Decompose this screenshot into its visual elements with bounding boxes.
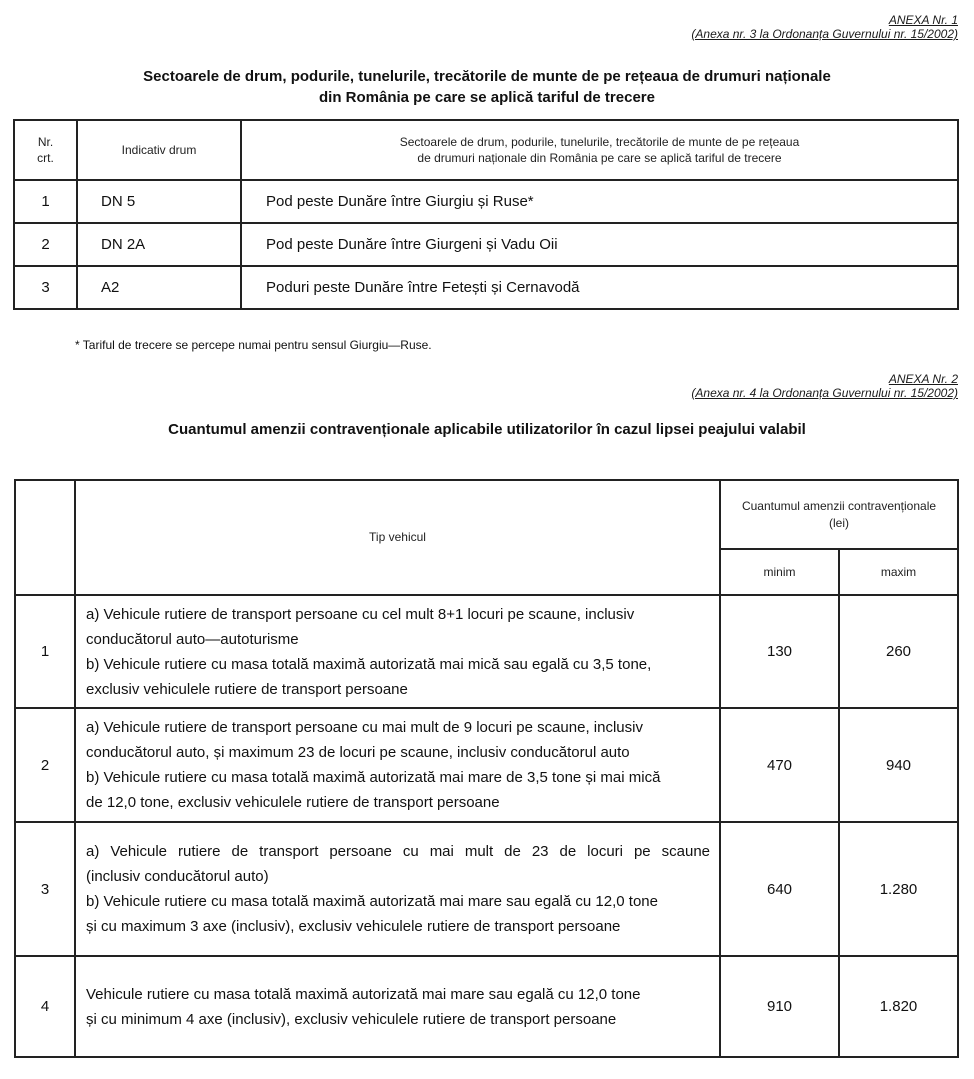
- row-min: 470: [720, 708, 839, 822]
- row-max: 260: [839, 595, 958, 708]
- row-min: 640: [720, 822, 839, 956]
- header-fine: [720, 480, 958, 549]
- row-sector: Pod peste Dunăre între Giurgiu și Ruse*: [241, 180, 958, 223]
- table-row: [15, 595, 958, 708]
- row-nr: 3: [15, 822, 75, 956]
- row-min: 910: [720, 956, 839, 1057]
- row-nr: 1: [15, 595, 75, 708]
- row-nr: 3: [14, 266, 77, 309]
- row-road: A2: [77, 266, 241, 309]
- header-fine-line1: Cuantumul amenzii contravenționale: [741, 498, 937, 513]
- annex2-table-header: [15, 480, 958, 549]
- desc-line: exclusiv vehiculele rutiere de transport persoane: [86, 680, 408, 698]
- annex1-table: [13, 119, 959, 310]
- annex1-title-line2: din România pe care se aplică tariful de trecere: [319, 89, 655, 106]
- desc-line: conducătorul auto—autoturisme: [86, 630, 299, 648]
- row-max: 1.280: [839, 822, 958, 956]
- row-vehicle-description: [75, 956, 720, 1057]
- row-min: 130: [720, 595, 839, 708]
- desc-line: a) Vehicule rutiere de transport persoane cu mai mult de 23 de locuri pe scaune: [86, 843, 710, 860]
- header-max: maxim: [839, 549, 958, 595]
- table-row: [15, 956, 958, 1057]
- row-sector: Poduri peste Dunăre între Fetești și Cernavodă: [241, 266, 958, 309]
- table-row: [14, 223, 958, 266]
- annex1-header: [691, 13, 958, 41]
- row-max: 1.820: [839, 956, 958, 1057]
- desc-line: a) Vehicule rutiere de transport persoane cu mai mult de 9 locuri pe scaune, inclusiv: [86, 719, 643, 736]
- annex2-label: ANEXA Nr. 2: [888, 372, 958, 386]
- row-nr: 2: [14, 223, 77, 266]
- row-sector: Pod peste Dunăre între Giurgeni și Vadu Oii: [241, 223, 958, 266]
- header-min: minim: [720, 549, 839, 595]
- row-max: 940: [839, 708, 958, 822]
- header-nr: [14, 120, 77, 180]
- header-nr-line2: crt.: [37, 151, 54, 165]
- header-fine-line2: (lei): [829, 515, 849, 530]
- annex1-footnote: * Tariful de trecere se percepe numai pentru sensul Giurgiu—Ruse.: [75, 338, 432, 352]
- header-nr-line1: Nr.: [37, 135, 54, 149]
- header-sector: [241, 120, 958, 180]
- annex2-title: Cuantumul amenzii contravenționale aplicabile utilizatorilor în cazul lipsei peajului valabil: [168, 421, 806, 438]
- table-row: [14, 266, 958, 309]
- annex2-header: [691, 372, 958, 400]
- row-vehicle-description: [75, 595, 720, 708]
- desc-line: b) Vehicule rutiere cu masa totală maximă autorizată mai mică sau egală cu 3,5 tone,: [86, 655, 652, 673]
- annex1-table-header: [14, 120, 958, 180]
- desc-line: Vehicule rutiere cu masa totală maximă autorizată mai mare sau egală cu 12,0 tone: [86, 985, 641, 1003]
- header-vehicle-type: Tip vehicul: [75, 480, 720, 595]
- header-nr: [15, 480, 75, 595]
- annex2-reference: (Anexa nr. 4 la Ordonanța Guvernului nr. 15/2002): [691, 386, 958, 400]
- header-sector-line1: Sectoarele de drum, podurile, tunelurile, trecătorile de munte de pe rețeaua: [399, 135, 800, 149]
- table-row: [14, 180, 958, 223]
- annex2-table: [14, 479, 959, 1058]
- desc-line: (inclusiv conducătorul auto): [86, 868, 269, 885]
- desc-line: și cu maximum 3 axe (inclusiv), exclusiv vehiculele rutiere de transport persoane: [86, 918, 621, 935]
- annex1-title: [0, 66, 974, 108]
- row-vehicle-description: [75, 708, 720, 822]
- desc-line: b) Vehicule rutiere cu masa totală maximă autorizată mai mare de 3,5 tone și mai mică: [86, 769, 661, 786]
- row-nr: 2: [15, 708, 75, 822]
- row-road: DN 2A: [77, 223, 241, 266]
- desc-line: și cu minimum 4 axe (inclusiv), exclusiv vehiculele rutiere de transport persoane: [86, 1010, 617, 1028]
- table-row: [15, 708, 958, 822]
- desc-line: de 12,0 tone, exclusiv vehiculele rutiere de transport persoane: [86, 794, 500, 811]
- row-nr: 1: [14, 180, 77, 223]
- desc-line: b) Vehicule rutiere cu masa totală maximă autorizată mai mare sau egală cu 12,0 tone: [86, 893, 658, 910]
- annex1-title-line1: Sectoarele de drum, podurile, tunelurile, trecătorile de munte de pe rețeaua de drumuri naționale: [143, 68, 831, 85]
- annex1-reference: (Anexa nr. 3 la Ordonanța Guvernului nr. 15/2002): [691, 27, 958, 41]
- row-vehicle-description: [75, 822, 720, 956]
- desc-line: a) Vehicule rutiere de transport persoane cu cel mult 8+1 locuri pe scaune, inclusiv: [86, 605, 635, 623]
- annex1-label: ANEXA Nr. 1: [888, 13, 958, 27]
- table-row: [15, 822, 958, 956]
- header-road: Indicativ drum: [77, 120, 241, 180]
- header-sector-line2: de drumuri naționale din România pe care se aplică tariful de trecere: [417, 151, 782, 165]
- row-road: DN 5: [77, 180, 241, 223]
- row-nr: 4: [15, 956, 75, 1057]
- desc-line: conducătorul auto, și maximum 23 de locuri pe scaune, inclusiv conducătorul auto: [86, 744, 630, 761]
